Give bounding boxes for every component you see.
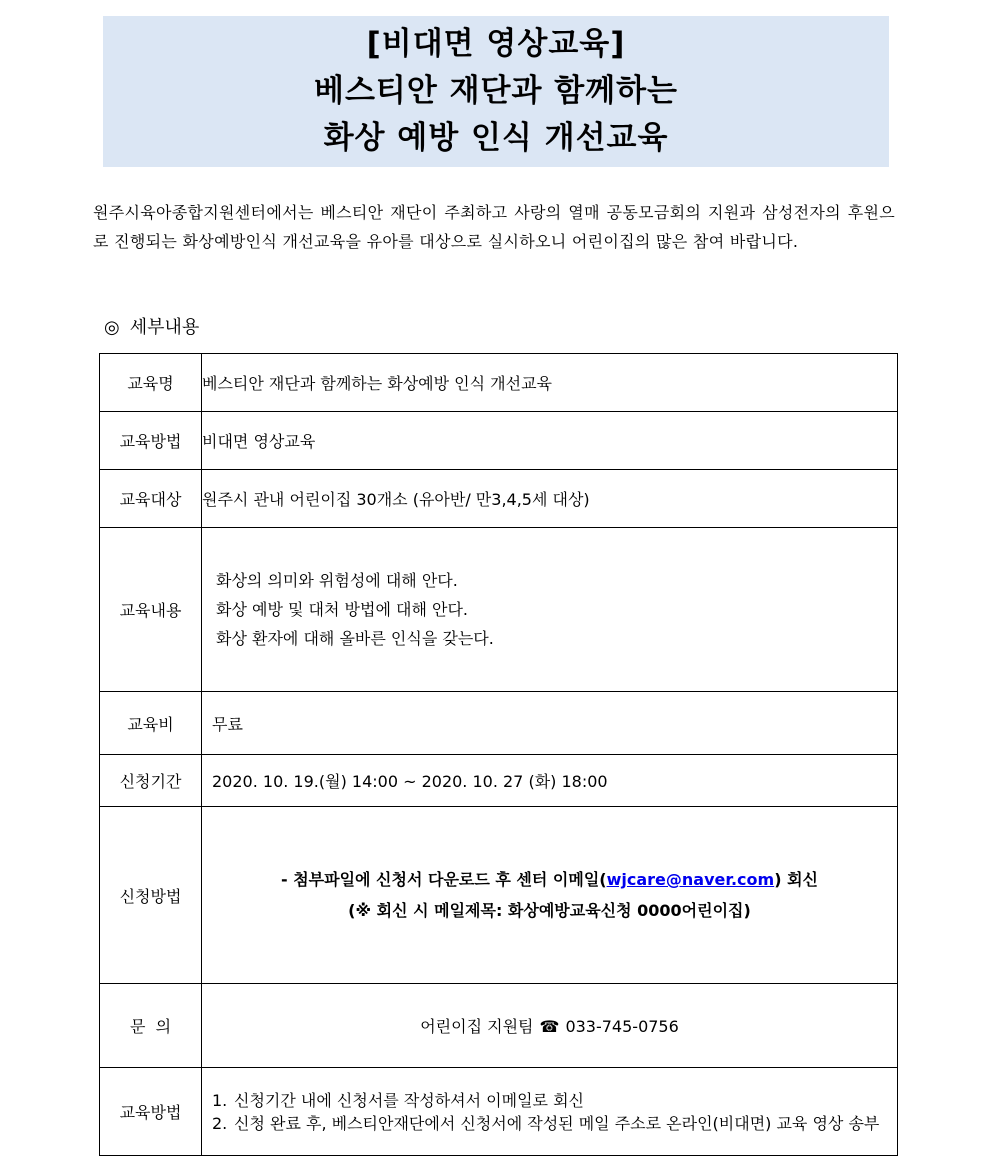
- row-value: 비대면 영상교육: [202, 412, 898, 470]
- content-line: 화상의 의미와 위험성에 대해 안다.: [216, 571, 458, 590]
- row-value: 베스티안 재단과 함께하는 화상예방 인식 개선교육: [202, 354, 898, 412]
- table-row-content: [100, 528, 898, 692]
- content-line: 화상 예방 및 대처 방법에 대해 안다.: [216, 600, 468, 619]
- row-label: 신청기간: [100, 755, 202, 807]
- table-row-fee: [100, 692, 898, 755]
- section-heading-text: 세부내용: [129, 317, 200, 338]
- intro-paragraph: 원주시육아종합지원센터에서는 베스티안 재단이 주최하고 사랑의 열매 공동모금회의 지원과 삼성전자의 후원으로 진행되는 화상예방인식 개선교육을 유아를 대상으로 실시하오니 어린이집의 많은 참여 바랍니다.: [93, 203, 895, 251]
- table-row-method: [100, 412, 898, 470]
- row-label: 신청방법: [100, 807, 202, 984]
- title-line-1: [비대면 영상교육]: [366, 26, 626, 62]
- step-text: 신청 완료 후, 베스티안재단에서 신청서에 작성된 메일 주소로 온라인(비대면) 교육 영상 송부: [234, 1113, 880, 1133]
- content-line: 화상 환자에 대해 올바른 인식을 갖는다.: [216, 629, 494, 648]
- step-text: 신청기간 내에 신청서를 작성하셔서 이메일로 회신: [234, 1090, 585, 1110]
- row-value: [202, 528, 898, 692]
- row-label: 교육비: [100, 692, 202, 755]
- phone-icon: ☎: [539, 1017, 560, 1036]
- row-value: 원주시 관내 어린이집 30개소 (유아반/ 만3,4,5세 대상): [202, 470, 898, 528]
- apply-instruction: - 첨부파일에 신청서 다운로드 후 센터 이메일(wjcare@naver.com) 회신: [281, 870, 818, 889]
- table-row-name: [100, 354, 898, 412]
- row-label: 교육방법: [100, 412, 202, 470]
- table-row-apply: [100, 807, 898, 984]
- title-line-3: 화상 예방 인식 개선교육: [323, 120, 669, 156]
- row-value: [202, 1068, 898, 1156]
- row-value: 무료: [202, 692, 898, 755]
- row-value: [202, 984, 898, 1068]
- contact-team: 어린이집 지원팀: [420, 1017, 534, 1036]
- row-value: 2020. 10. 19.(월) 14:00 ~ 2020. 10. 27 (화) 18:00: [202, 755, 898, 807]
- row-value: [202, 807, 898, 984]
- table-row-period: [100, 755, 898, 807]
- row-label: 교육내용: [100, 528, 202, 692]
- email-link[interactable]: wjcare@naver.com: [606, 870, 775, 889]
- table-row-target: [100, 470, 898, 528]
- row-label: 교육방법: [100, 1068, 202, 1156]
- table-row-process: [100, 1068, 898, 1156]
- section-heading: [104, 313, 199, 343]
- list-item: [212, 1112, 897, 1135]
- title-banner: [103, 16, 889, 167]
- contact-phone: 033-745-0756: [565, 1017, 679, 1036]
- row-label: 교육명: [100, 354, 202, 412]
- step-number: 2.: [212, 1113, 228, 1133]
- step-number: 1.: [212, 1090, 228, 1110]
- title-line-2: 베스티안 재단과 함께하는: [314, 73, 678, 109]
- details-table: [99, 353, 898, 1156]
- list-item: [212, 1089, 897, 1112]
- table-row-contact: [100, 984, 898, 1068]
- row-label: 교육대상: [100, 470, 202, 528]
- apply-note: (※ 회신 시 메일제목: 화상예방교육신청 0000어린이집): [348, 901, 751, 920]
- row-label: 문 의: [100, 984, 202, 1068]
- double-circle-icon: ◎: [104, 317, 120, 338]
